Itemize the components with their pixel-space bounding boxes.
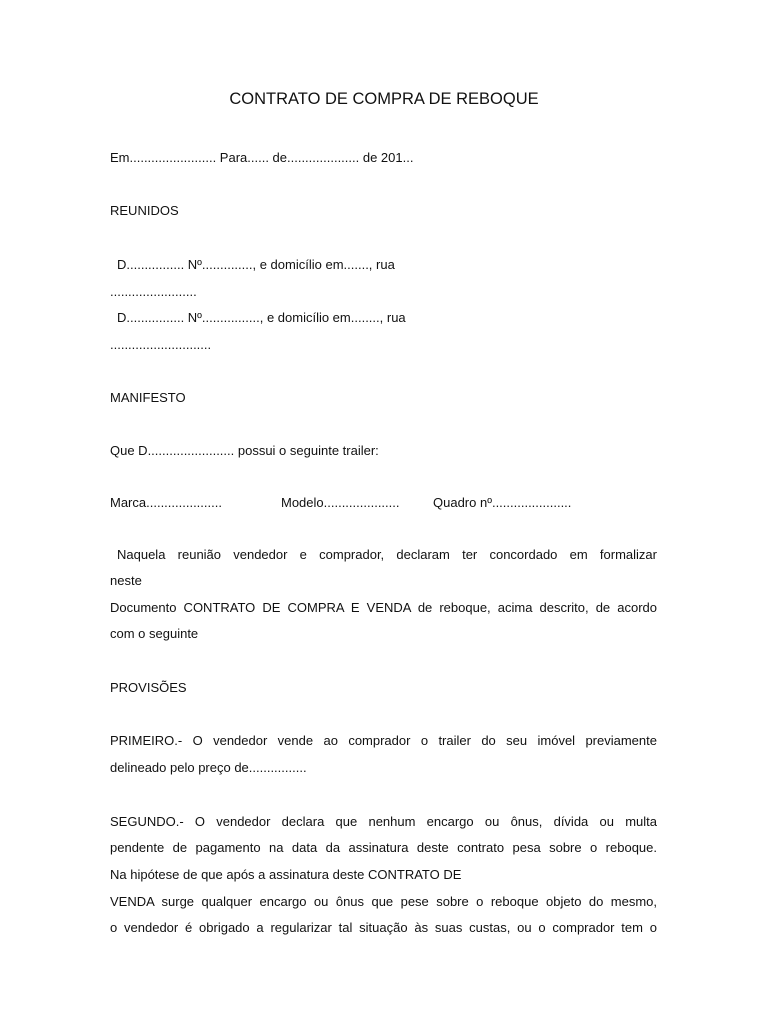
party1-line1: D................ Nº.............., e domicílio em......., rua bbox=[117, 257, 395, 272]
party2-line1: D................ Nº................, e domicílio em........, rua bbox=[117, 310, 406, 325]
trailer-details-row bbox=[110, 494, 657, 512]
manifesto-paragraph-line: neste bbox=[110, 573, 142, 588]
segundo-clause-line: o vendedor é obrigado a regularizar tal situação às suas custas, ou o comprador tem o bbox=[110, 920, 657, 935]
provisoes-heading: PROVISÕES bbox=[110, 680, 187, 695]
reunidos-heading: REUNIDOS bbox=[110, 203, 179, 218]
segundo-clause-line: SEGUNDO.- O vendedor declara que nenhum encargo ou ônus, dívida ou multa bbox=[110, 814, 657, 829]
quadro-field: Quadro nº...................... bbox=[433, 495, 572, 510]
manifesto-heading: MANIFESTO bbox=[110, 390, 186, 405]
segundo-clause-line: Na hipótese de que após a assinatura deste CONTRATO DE bbox=[110, 867, 462, 882]
document-title: CONTRATO DE COMPRA DE REBOQUE bbox=[229, 90, 539, 108]
modelo-field: Modelo..................... bbox=[281, 495, 400, 510]
segundo-clause-line: VENDA surge qualquer encargo ou ônus que pese sobre o reboque objeto do mesmo, bbox=[110, 894, 657, 909]
manifesto-paragraph-line: Documento CONTRATO DE COMPRA E VENDA de reboque, acima descrito, de acordo bbox=[110, 600, 657, 615]
segundo-clause-line: pendente de pagamento na data da assinatura deste contrato pesa sobre o reboque. bbox=[110, 840, 657, 855]
manifesto-paragraph-line: com o seguinte bbox=[110, 626, 199, 641]
primeiro-clause-line: delineado pelo preço de................ bbox=[110, 760, 307, 775]
owner-line: Que D........................ possui o seguinte trailer: bbox=[110, 443, 379, 458]
marca-field: Marca..................... bbox=[110, 495, 222, 510]
primeiro-clause-line: PRIMEIRO.- O vendedor vende ao comprador o trailer do seu imóvel previamente bbox=[110, 733, 657, 748]
party1-line2: ........................ bbox=[110, 284, 197, 299]
manifesto-paragraph-line: Naquela reunião vendedor e comprador, declaram ter concordado em formalizar bbox=[117, 547, 657, 562]
party2-line2: ............................ bbox=[110, 337, 212, 352]
date-line: Em........................ Para...... de.................... de 201... bbox=[110, 150, 414, 165]
